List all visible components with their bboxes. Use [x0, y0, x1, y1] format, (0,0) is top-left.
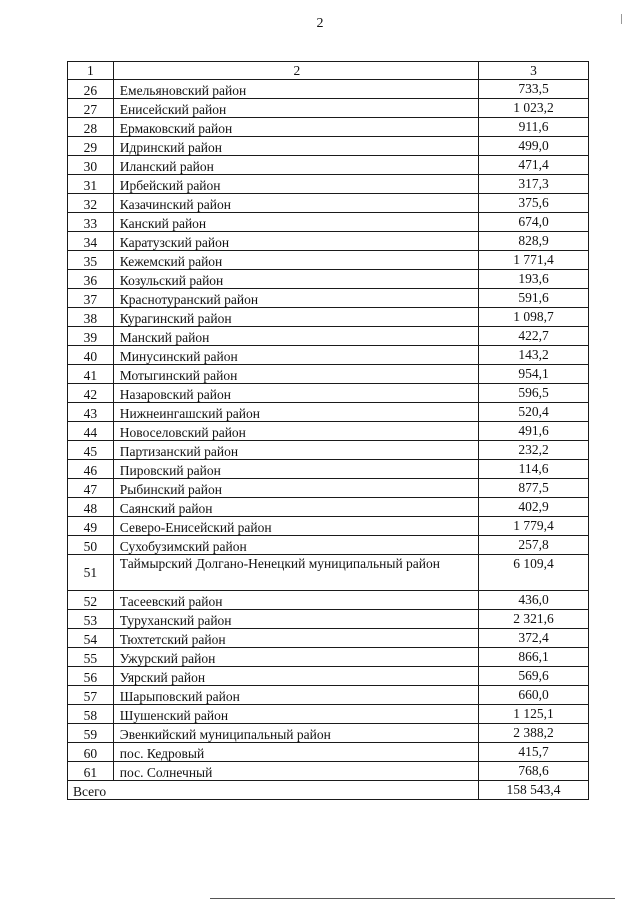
- table-row: [68, 194, 589, 213]
- row-value-cell: 2 321,6: [479, 610, 589, 629]
- table-row: [68, 591, 589, 610]
- table-row: [68, 156, 589, 175]
- row-value-cell: 402,9: [479, 498, 589, 517]
- row-value-cell: 569,6: [479, 667, 589, 686]
- row-number-cell: 59: [68, 724, 114, 743]
- total-label-cell: Всего: [68, 781, 479, 800]
- table-header-row: [68, 62, 589, 80]
- table-row: [68, 213, 589, 232]
- table-row: [68, 270, 589, 289]
- row-value-cell: 193,6: [479, 270, 589, 289]
- table-body: [68, 62, 589, 800]
- row-number-cell: 56: [68, 667, 114, 686]
- table-row: [68, 175, 589, 194]
- table-row: [68, 365, 589, 384]
- row-value-cell: 372,4: [479, 629, 589, 648]
- row-number-cell: 60: [68, 743, 114, 762]
- row-number-cell: 48: [68, 498, 114, 517]
- row-name-cell: Тасеевский район: [113, 591, 478, 610]
- scan-mark: [621, 14, 622, 24]
- row-value-cell: 911,6: [479, 118, 589, 137]
- row-name-cell: Курагинский район: [113, 308, 478, 327]
- table-row: [68, 289, 589, 308]
- row-number-cell: 52: [68, 591, 114, 610]
- page-number: 2: [316, 16, 324, 31]
- row-value-cell: 954,1: [479, 365, 589, 384]
- total-value-cell: 158 543,4: [479, 781, 589, 800]
- row-number-cell: 30: [68, 156, 114, 175]
- row-name-cell: Шарыповский район: [113, 686, 478, 705]
- table-row: [68, 232, 589, 251]
- row-number-cell: 35: [68, 251, 114, 270]
- row-number-cell: 51: [68, 555, 114, 591]
- table-row: [68, 724, 589, 743]
- table-row: [68, 308, 589, 327]
- table-row: [68, 422, 589, 441]
- table-row: [68, 667, 589, 686]
- row-name-cell: Казачинский район: [113, 194, 478, 213]
- table-row: [68, 460, 589, 479]
- row-name-cell: Емельяновский район: [113, 80, 478, 99]
- row-value-cell: 143,2: [479, 346, 589, 365]
- table-row: [68, 80, 589, 99]
- row-name-cell: пос. Кедровый: [113, 743, 478, 762]
- row-value-cell: 1 779,4: [479, 517, 589, 536]
- row-name-cell: Иланский район: [113, 156, 478, 175]
- row-number-cell: 58: [68, 705, 114, 724]
- row-number-cell: 27: [68, 99, 114, 118]
- data-table: [67, 61, 589, 800]
- table-row: [68, 517, 589, 536]
- header-cell-value: 3: [479, 62, 589, 80]
- row-number-cell: 28: [68, 118, 114, 137]
- row-number-cell: 38: [68, 308, 114, 327]
- table-row: [68, 705, 589, 724]
- row-number-cell: 61: [68, 762, 114, 781]
- row-name-cell: Ермаковский район: [113, 118, 478, 137]
- table-row: [68, 629, 589, 648]
- row-value-cell: 114,6: [479, 460, 589, 479]
- row-number-cell: 34: [68, 232, 114, 251]
- row-number-cell: 46: [68, 460, 114, 479]
- row-value-cell: 660,0: [479, 686, 589, 705]
- row-number-cell: 26: [68, 80, 114, 99]
- row-name-cell: Эвенкийский муниципальный район: [113, 724, 478, 743]
- row-value-cell: 674,0: [479, 213, 589, 232]
- table-row: [68, 99, 589, 118]
- row-value-cell: 317,3: [479, 175, 589, 194]
- row-number-cell: 54: [68, 629, 114, 648]
- row-value-cell: 520,4: [479, 403, 589, 422]
- row-number-cell: 41: [68, 365, 114, 384]
- table-row: [68, 536, 589, 555]
- row-name-cell: Саянский район: [113, 498, 478, 517]
- row-name-cell: Мотыгинский район: [113, 365, 478, 384]
- row-value-cell: 436,0: [479, 591, 589, 610]
- row-value-cell: 232,2: [479, 441, 589, 460]
- row-value-cell: 768,6: [479, 762, 589, 781]
- row-name-cell: Новоселовский район: [113, 422, 478, 441]
- row-number-cell: 55: [68, 648, 114, 667]
- row-name-cell: пос. Солнечный: [113, 762, 478, 781]
- row-number-cell: 29: [68, 137, 114, 156]
- table-row: [68, 479, 589, 498]
- row-number-cell: 42: [68, 384, 114, 403]
- row-value-cell: 471,4: [479, 156, 589, 175]
- row-value-cell: 1 023,2: [479, 99, 589, 118]
- row-value-cell: 877,5: [479, 479, 589, 498]
- row-value-cell: 6 109,4: [479, 555, 589, 591]
- row-name-cell: Енисейский район: [113, 99, 478, 118]
- table-row: [68, 648, 589, 667]
- row-name-cell: Нижнеингашский район: [113, 403, 478, 422]
- table-row: [68, 743, 589, 762]
- row-name-cell: Каратузский район: [113, 232, 478, 251]
- row-value-cell: 866,1: [479, 648, 589, 667]
- row-number-cell: 32: [68, 194, 114, 213]
- table-row: [68, 762, 589, 781]
- row-number-cell: 50: [68, 536, 114, 555]
- row-name-cell: Канский район: [113, 213, 478, 232]
- row-value-cell: 491,6: [479, 422, 589, 441]
- table-row: [68, 118, 589, 137]
- row-value-cell: 2 388,2: [479, 724, 589, 743]
- row-value-cell: 596,5: [479, 384, 589, 403]
- row-name-cell: Манский район: [113, 327, 478, 346]
- row-name-cell: Пировский район: [113, 460, 478, 479]
- table-row: [68, 384, 589, 403]
- row-value-cell: 1 125,1: [479, 705, 589, 724]
- table-row: [68, 441, 589, 460]
- row-number-cell: 47: [68, 479, 114, 498]
- row-number-cell: 57: [68, 686, 114, 705]
- row-name-cell: Сухобузимский район: [113, 536, 478, 555]
- table-row: [68, 498, 589, 517]
- table-row: [68, 346, 589, 365]
- row-value-cell: 422,7: [479, 327, 589, 346]
- row-value-cell: 257,8: [479, 536, 589, 555]
- row-number-cell: 44: [68, 422, 114, 441]
- row-number-cell: 39: [68, 327, 114, 346]
- row-number-cell: 49: [68, 517, 114, 536]
- row-value-cell: 499,0: [479, 137, 589, 156]
- row-name-cell: Кежемский район: [113, 251, 478, 270]
- row-name-cell: Таймырский Долгано-Ненецкий муниципальный район: [113, 555, 478, 591]
- table-row: [68, 137, 589, 156]
- header-cell-name: 2: [113, 62, 478, 80]
- row-value-cell: 1 771,4: [479, 251, 589, 270]
- table-row: [68, 686, 589, 705]
- table-total-row: [68, 781, 589, 800]
- row-value-cell: 415,7: [479, 743, 589, 762]
- row-number-cell: 45: [68, 441, 114, 460]
- row-name-cell: Северо-Енисейский район: [113, 517, 478, 536]
- row-number-cell: 53: [68, 610, 114, 629]
- row-name-cell: Тюхтетский район: [113, 629, 478, 648]
- row-name-cell: Уярский район: [113, 667, 478, 686]
- row-number-cell: 31: [68, 175, 114, 194]
- row-value-cell: 375,6: [479, 194, 589, 213]
- row-number-cell: 43: [68, 403, 114, 422]
- row-value-cell: 1 098,7: [479, 308, 589, 327]
- row-name-cell: Туруханский район: [113, 610, 478, 629]
- scan-edge-line: [210, 898, 615, 899]
- row-number-cell: 40: [68, 346, 114, 365]
- row-name-cell: Ирбейский район: [113, 175, 478, 194]
- row-name-cell: Козульский район: [113, 270, 478, 289]
- row-number-cell: 33: [68, 213, 114, 232]
- row-number-cell: 36: [68, 270, 114, 289]
- row-name-cell: Ужурский район: [113, 648, 478, 667]
- row-value-cell: 591,6: [479, 289, 589, 308]
- table-row: [68, 251, 589, 270]
- row-value-cell: 828,9: [479, 232, 589, 251]
- row-name-cell: Идринский район: [113, 137, 478, 156]
- row-number-cell: 37: [68, 289, 114, 308]
- row-name-cell: Шушенский район: [113, 705, 478, 724]
- table-row: [68, 327, 589, 346]
- header-cell-number: 1: [68, 62, 114, 80]
- row-name-cell: Партизанский район: [113, 441, 478, 460]
- row-name-cell: Минусинский район: [113, 346, 478, 365]
- table-row: [68, 610, 589, 629]
- table-row: [68, 555, 589, 591]
- row-value-cell: 733,5: [479, 80, 589, 99]
- row-name-cell: Назаровский район: [113, 384, 478, 403]
- row-name-cell: Рыбинский район: [113, 479, 478, 498]
- table-row: [68, 403, 589, 422]
- row-name-cell: Краснотуранский район: [113, 289, 478, 308]
